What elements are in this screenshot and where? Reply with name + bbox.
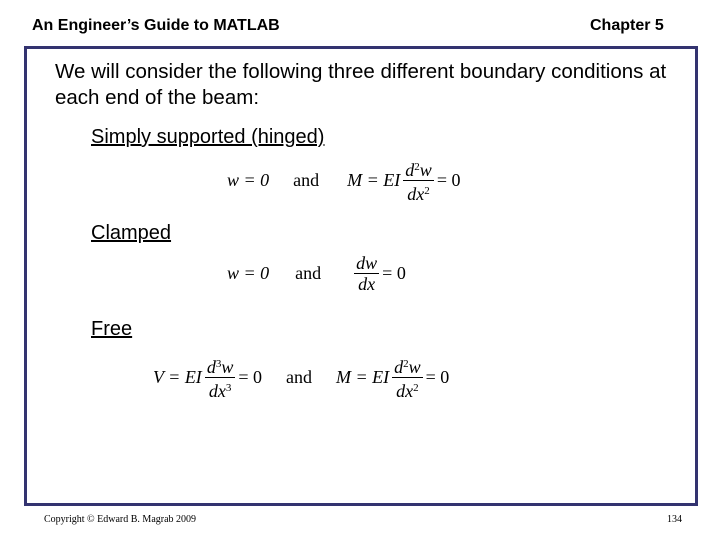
eq-zero: = 0	[382, 262, 406, 283]
chapter-label: Chapter 5	[590, 17, 664, 34]
fraction-d3w-dx3: $\frac{d^3w}{dx^3}$	[205, 354, 236, 401]
fraction-dw-dx: $\frac{dw}{dx}$	[356, 252, 378, 294]
heading-clamped: Clamped	[91, 222, 172, 244]
heading-free: Free	[91, 318, 133, 340]
eq-shear: V = EI	[153, 366, 202, 387]
eq-and: and	[293, 169, 320, 190]
eq-w0: w = 0	[227, 169, 270, 190]
eq-zero: = 0	[238, 366, 262, 387]
equation-simply-supported	[227, 155, 460, 205]
copyright: Copyright © Edward B. Magrab 2009	[44, 514, 197, 525]
eq-moment: M = EI	[347, 169, 401, 190]
eq-zero: = 0	[436, 169, 461, 190]
eq-and: and	[285, 366, 312, 387]
equation-clamped	[227, 248, 406, 298]
eq-w0: w = 0	[227, 262, 270, 283]
eq-zero: = 0	[425, 366, 450, 387]
eq-moment: M = EI	[335, 366, 390, 387]
eq-and: and	[295, 262, 322, 283]
equation-free	[153, 352, 449, 402]
intro-text: We will consider the following three different boundary conditions at each end of the beam:	[55, 60, 667, 109]
fraction-d2w-dx2: $\frac{d^2w}{dx^2}$	[392, 354, 423, 401]
fraction-d2w-dx2: $\frac{d^2w}{dx^2}$	[403, 157, 434, 204]
heading-simply-supported: Simply supported (hinged)	[91, 126, 325, 148]
page-number: 134	[667, 514, 682, 525]
book-title: An Engineer’s Guide to MATLAB	[32, 17, 280, 34]
